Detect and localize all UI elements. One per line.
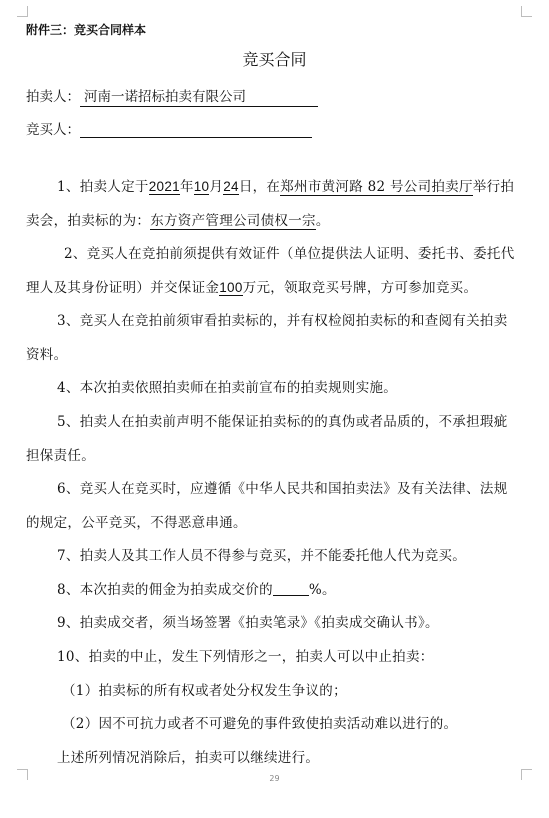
- attachment-heading: 附件三：竞买合同样本: [26, 23, 147, 37]
- clause-10-item-2: （2）因不可抗力或者不可避免的事件致使拍卖活动难以进行的。: [62, 716, 458, 732]
- clause-1: 1、拍卖人定于2021年10月24日，在郑州市黄河路 82 号公司拍卖厅举行拍卖会，拍卖标的为：东方资产管理公司债权一宗。: [26, 179, 515, 229]
- auction-month: 10: [193, 179, 210, 194]
- clause-6: 6、竞买人在竞买时，应遵循《中华人民共和国拍卖法》及有关法律、法规的规定，公平竞买，不得恶意串通。: [26, 481, 508, 531]
- clause-5: 5、拍卖人在拍卖前声明不能保证拍卖标的的真伪或者品质的，不承担瑕疵担保责任。: [26, 414, 508, 464]
- commission-blank: [273, 579, 309, 596]
- clause-10: 10、拍卖的中止，发生下列情形之一，拍卖人可以中止拍卖：: [57, 649, 434, 665]
- clause-4: 4、本次拍卖依照拍卖师在拍卖前宣布的拍卖规则实施。: [57, 380, 398, 396]
- bidder-blank: [80, 121, 312, 138]
- deposit-amount: 100: [219, 280, 243, 295]
- auction-target: 东方资产管理公司债权一宗: [150, 213, 316, 229]
- auction-place: 郑州市黄河路 82 号公司拍卖厅: [280, 179, 473, 195]
- clause-8: 8、本次拍卖的佣金为拍卖成交价的 %。: [26, 573, 518, 607]
- bidder-line: [26, 118, 312, 138]
- clause-10-item-1: （1）拍卖标的所有权或者处分权发生争议的；: [62, 683, 347, 699]
- clause-7: 7、拍卖人及其工作人员不得参与竞买，并不能委托他人代为竞买。: [57, 548, 467, 564]
- clause-3: 3、竞买人在竞拍前须审看拍卖标的，并有权检阅拍卖标的和查阅有关拍卖资料。: [26, 313, 508, 363]
- auctioneer-line: [26, 85, 318, 107]
- page-number: 29: [269, 774, 280, 783]
- auction-day: 24: [223, 179, 239, 194]
- auctioneer-label: 拍卖人：: [26, 89, 80, 105]
- contract-title: 竞买合同: [242, 50, 307, 69]
- clause-2: 2、竞买人在竞拍前须提供有效证件（单位提供法人证明、委托书、委托代理人及其身份证明）并交保证金100万元，领取竞买号牌，方可参加竞买。: [26, 246, 515, 296]
- bidder-label: 竞买人：: [26, 122, 80, 138]
- closing-note: 上述所列情况消除后，拍卖可以继续进行。: [57, 750, 320, 766]
- crop-mark-top-right: [521, 6, 532, 17]
- auction-year: 2021: [148, 179, 180, 194]
- crop-mark-top-left: [17, 6, 28, 17]
- clause-9: 9、拍卖成交者，须当场签署《拍卖笔录》《拍卖成交确认书》。: [57, 615, 439, 631]
- auctioneer-value: 河南一诺招标拍卖有限公司: [80, 89, 318, 107]
